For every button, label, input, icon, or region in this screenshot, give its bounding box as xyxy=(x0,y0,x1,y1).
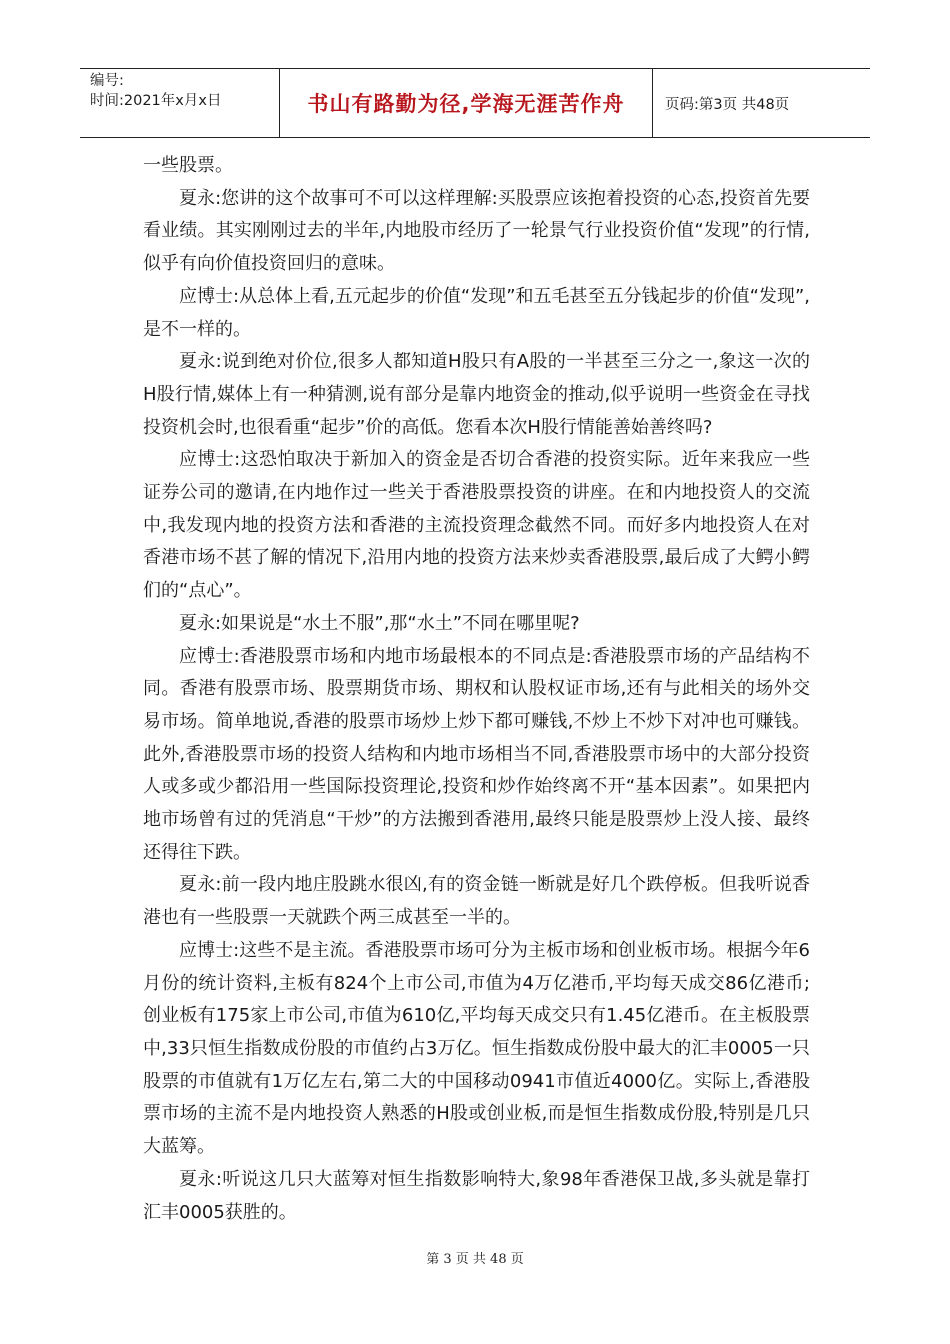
paragraph: 应博士:从总体上看,五元起步的价值“发现”和五毛甚至五分钱起步的价值“发现”,是不一样的。 xyxy=(143,285,810,340)
header-left-cell xyxy=(80,69,280,137)
paragraph: 夏永:说到绝对价位,很多人都知道H股只有A股的一半甚至三分之一,象这一次的H股行情,媒体上有一种猜测,说有部分是靠内地资金的推动,似乎说明一些资金在寻找投资机会时,也很看重“起步”价的高低。您看本次H股行情能善始善终吗? xyxy=(143,351,810,438)
paragraph: 夏永:如果说是“水土不服”,那“水土”不同在哪里呢? xyxy=(179,612,580,634)
paragraph: 夏永:您讲的这个故事可不可以这样理解:买股票应该抱着投资的心态,投资首先要看业绩。其实刚刚过去的半年,内地股市经历了一轮景气行业投资价值“发现”的行情,似乎有向价值投资回归的意味。 xyxy=(143,187,810,275)
paragraph: 夏永:前一段内地庄股跳水很凶,有的资金链一断就是好几个跌停板。但我听说香港也有一些股票一天就跌个两三成甚至一半的。 xyxy=(143,874,810,929)
page-header xyxy=(80,68,870,138)
paragraph: 一些股票。 xyxy=(143,155,233,176)
document-time-label: 时间:2021年x月x日 xyxy=(90,93,222,109)
header-page-label: 页码:第3页 共48页 xyxy=(665,96,790,113)
paragraph: 应博士:香港股票市场和内地市场最根本的不同点是:香港股票市场的产品结构不同。香港有股票市场、股票期货市场、期权和认股权证市场,还有与此相关的场外交易市场。简单地说,香港的股票市场炒上炒下都可赚钱,不炒上不炒下对冲也可赚钱。此外,香港股票市场的投资人结构和内地市场相当不同,香港股票市场中的大部分投资人或多或少都沿用一些国际投资理论,投资和炒作始终离不开“基本因素”。如果把内地市场曾有过的凭消息“干炒”的方法搬到香港用,最终只能是股票炒上没人接、最终还得往下跌。 xyxy=(143,645,810,863)
paragraph: 应博士:这些不是主流。香港股票市场可分为主板市场和创业板市场。根据今年6月份的统计资料,主板有824个上市公司,市值为4万亿港币,平均每天成交86亿港币;创业板有175家上市公司,市值为610亿,平均每天成交只有1.45亿港币。在主板股票中,33只恒生指数成份股的市值约占3万亿。恒生指数成份股中最大的汇丰0005一只股票的市值就有1万亿左右,第二大的中国移动0941市值近4000亿。实际上,香港股票市场的主流不是内地投资人熟悉的H股或创业板,而是恒生指数成份股,特别是几只大蓝筹。 xyxy=(143,939,810,1158)
document-number-label: 编号: xyxy=(90,73,124,89)
header-motto: 书山有路勤为径,学海无涯苦作舟 xyxy=(280,69,653,137)
page-footer: 第 3 页 共 48 页 xyxy=(426,1252,524,1267)
paragraph: 应博士:这恐怕取决于新加入的资金是否切合香港的投资实际。近年来我应一些证券公司的邀请,在内地作过一些关于香港股票投资的讲座。在和内地投资人的交流中,我发现内地的投资方法和香港的主流投资理念截然不同。而好多内地投资人在对香港市场不甚了解的情况下,沿用内地的投资方法来炒卖香港股票,最后成了大鳄小鳄们的“点心”。 xyxy=(143,449,810,602)
paragraph: 夏永:听说这几只大蓝筹对恒生指数影响特大,象98年香港保卫战,多头就是靠打汇丰0005获胜的。 xyxy=(143,1168,810,1223)
document-body xyxy=(143,150,810,1229)
